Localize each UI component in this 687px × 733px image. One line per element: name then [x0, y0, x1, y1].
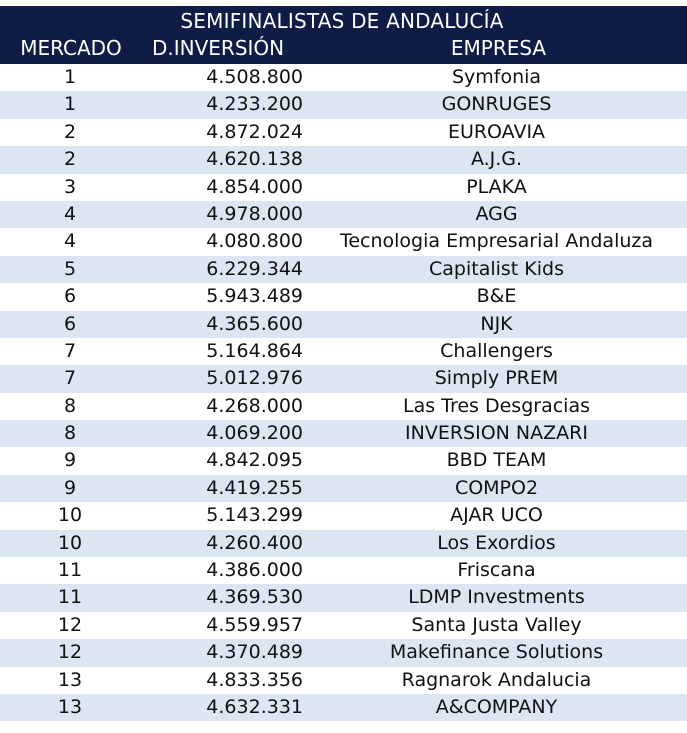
cell-empresa: LDMP Investments — [408, 586, 585, 609]
table-row — [0, 146, 687, 173]
cell-inversion: 4.386.000 — [206, 559, 303, 582]
cell-empresa: INVERSION NAZARI — [405, 422, 588, 445]
cell-empresa: Las Tres Desgracias — [402, 394, 590, 417]
table-row — [0, 201, 687, 228]
cell-inversion: 4.370.489 — [206, 641, 303, 664]
cell-mercado: 1 — [63, 66, 77, 88]
cell-inversion: 6.229.344 — [206, 257, 303, 280]
table-row — [0, 256, 687, 283]
cell-inversion: 4.080.800 — [206, 230, 303, 253]
cell-empresa: B&E — [476, 285, 517, 308]
cell-inversion: 4.260.400 — [206, 531, 303, 554]
cell-mercado: 2 — [63, 148, 77, 171]
cell-inversion: 4.833.356 — [206, 668, 303, 691]
cell-empresa: PLAKA — [466, 175, 527, 198]
table-row — [0, 119, 687, 146]
table-title: SEMIFINALISTAS DE ANDALUCÍA — [180, 9, 504, 33]
column-header-inversion: D.INVERSIÓN — [152, 36, 285, 60]
cell-mercado: 9 — [63, 449, 77, 472]
cell-empresa: A.J.G. — [470, 148, 523, 171]
cell-mercado: 7 — [63, 339, 77, 362]
table-row — [0, 365, 687, 392]
cell-inversion: 4.872.024 — [206, 120, 303, 143]
cell-mercado: 2 — [63, 120, 77, 143]
cell-mercado: 6 — [63, 285, 77, 308]
cell-empresa: Ragnarok Andalucia — [401, 668, 592, 691]
cell-mercado: 5 — [63, 257, 77, 280]
cell-inversion: 5.012.976 — [206, 367, 303, 390]
cell-inversion: 4.978.000 — [206, 202, 303, 225]
cell-inversion: 4.369.530 — [206, 586, 303, 609]
table-row — [0, 91, 687, 118]
cell-inversion: 4.365.600 — [206, 312, 303, 335]
cell-mercado: 13 — [57, 668, 83, 691]
table-row — [0, 311, 687, 338]
table-row — [0, 639, 687, 666]
table-row — [0, 420, 687, 447]
cell-inversion: 4.842.095 — [206, 449, 303, 472]
cell-inversion: 5.164.864 — [206, 339, 303, 362]
cell-empresa: Tecnologia Empresarial Andaluza — [339, 230, 654, 253]
cell-inversion: 5.943.489 — [206, 285, 303, 308]
cell-empresa: COMPO2 — [454, 476, 539, 499]
table-row — [0, 393, 687, 420]
cell-mercado: 6 — [63, 312, 77, 335]
cell-mercado: 13 — [57, 695, 83, 718]
cell-inversion: 4.069.200 — [206, 422, 303, 445]
cell-inversion: 4.268.000 — [206, 394, 303, 417]
table-body — [0, 64, 687, 721]
cell-inversion: 4.233.200 — [206, 93, 303, 116]
table-row — [0, 475, 687, 502]
table-row — [0, 502, 687, 529]
column-header-mercado: MERCADO — [20, 36, 122, 60]
table-header — [0, 6, 687, 64]
cell-inversion: 4.620.138 — [206, 148, 303, 171]
cell-empresa: Los Exordios — [437, 531, 556, 554]
table-row — [0, 694, 687, 721]
cell-empresa: NJK — [480, 312, 513, 335]
table-row — [0, 612, 687, 639]
cell-empresa: Symfonia — [451, 66, 542, 88]
cell-inversion: 4.508.800 — [206, 66, 303, 88]
cell-mercado: 12 — [57, 613, 83, 636]
cell-empresa: GONRUGES — [441, 93, 552, 116]
cell-empresa: BBD TEAM — [446, 449, 547, 472]
table-row — [0, 283, 687, 310]
table-row — [0, 557, 687, 584]
table-row — [0, 447, 687, 474]
semifinalists-table — [0, 6, 687, 721]
column-headers — [0, 35, 687, 64]
cell-inversion: 4.559.957 — [206, 613, 303, 636]
table-row — [0, 174, 687, 201]
table-row — [0, 584, 687, 611]
table-row — [0, 338, 687, 365]
table-row — [0, 228, 687, 255]
cell-empresa: Capitalist Kids — [429, 257, 564, 280]
table-row — [0, 530, 687, 557]
cell-inversion: 4.419.255 — [206, 476, 303, 499]
cell-mercado: 8 — [63, 394, 77, 417]
cell-empresa: Simply PREM — [434, 367, 559, 390]
cell-mercado: 12 — [57, 641, 83, 664]
cell-mercado: 3 — [63, 175, 77, 198]
cell-empresa: AJAR UCO — [450, 504, 543, 527]
cell-empresa: A&COMPANY — [435, 695, 558, 718]
cell-empresa: Friscana — [457, 559, 536, 582]
table-row — [0, 64, 687, 91]
cell-mercado: 11 — [57, 586, 83, 609]
cell-inversion: 4.632.331 — [206, 695, 303, 718]
cell-mercado: 8 — [63, 422, 77, 445]
cell-empresa: Challengers — [440, 339, 553, 362]
cell-mercado: 7 — [63, 367, 77, 390]
cell-empresa: Santa Justa Valley — [411, 613, 582, 636]
cell-empresa: AGG — [475, 202, 518, 225]
cell-mercado: 11 — [57, 559, 83, 582]
cell-inversion: 4.854.000 — [206, 175, 303, 198]
cell-mercado: 4 — [63, 230, 77, 253]
column-header-empresa: EMPRESA — [450, 36, 547, 60]
cell-inversion: 5.143.299 — [206, 504, 303, 527]
cell-mercado: 9 — [63, 476, 77, 499]
table-row — [0, 667, 687, 694]
cell-mercado: 10 — [57, 504, 83, 527]
cell-mercado: 10 — [57, 531, 83, 554]
cell-mercado: 4 — [63, 202, 77, 225]
cell-mercado: 1 — [63, 93, 77, 116]
cell-empresa: EUROAVIA — [447, 120, 546, 143]
cell-empresa: Makefinance Solutions — [389, 641, 604, 664]
